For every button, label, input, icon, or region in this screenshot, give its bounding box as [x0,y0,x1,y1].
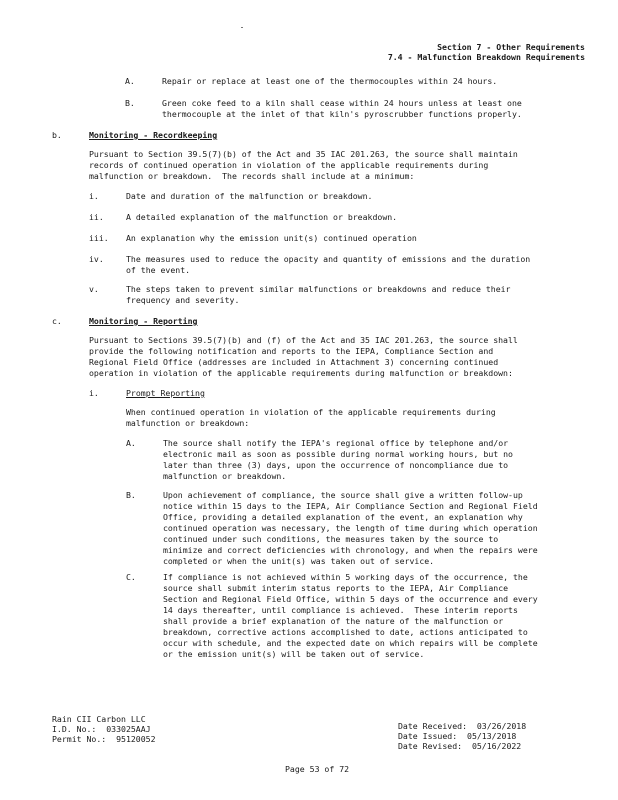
section-heading: Monitoring - Recordkeeping [89,130,218,140]
paragraph-line: When continued operation in violation of the applicable requirements during [126,407,496,417]
subsection-heading: Prompt Reporting [126,388,205,398]
item-text: Repair or replace at least one of the thermocouples within 24 hours. [162,76,498,86]
page-number: Page 53 of 72 [285,764,350,774]
paragraph-line: malfunction or breakdown. The records shall include at a minimum: [89,171,415,181]
item-text: thermocouple at the inlet of that kiln's pyroscrubber functions properly. [162,109,522,119]
id-number: I.D. No.: 033025AAJ [52,724,151,734]
list-item: electronic mail as soon as possible during normal working hours, but no [163,449,513,459]
list-item: of the event. [126,265,191,275]
paragraph-line: malfunction or breakdown: [126,418,250,428]
list-marker: ii. [89,212,104,222]
list-item: source shall submit interim status reports to the IEPA, Air Compliance [163,583,509,593]
paragraph-line: Pursuant to Section 39.5(7)(b) of the Act and 35 IAC 201.263, the source shall maintain [89,149,518,159]
list-item: A detailed explanation of the malfunction or breakdown. [126,212,398,222]
list-item: Office, providing a detailed explanation of the event, an explanation why [163,512,523,522]
list-item: shall provide a brief explanation of the nature of the malfunction or [163,616,504,626]
list-marker: A. [126,438,136,448]
list-marker: iii. [89,233,109,243]
list-marker: B. [126,490,136,500]
section-marker: c. [52,316,62,326]
item-marker: A. [125,76,135,86]
list-item: An explanation why the emission unit(s) continued operation [126,233,417,243]
subsection-title: 7.4 - Malfunction Breakdown Requirements [387,52,585,62]
list-item: If compliance is not achieved within 5 working days of the occurrence, the [163,572,528,582]
list-marker: C. [126,572,136,582]
date-received: Date Received: 03/26/2018 [398,721,527,731]
list-item: frequency and severity. [126,295,240,305]
scan-speck [241,27,243,28]
permit-number: Permit No.: 95120052 [52,734,156,744]
paragraph-line: records of continued operation in violation of the applicable requirements during [89,160,489,170]
list-item: breakdown, corrective actions accomplished to date, actions anticipated to [163,627,528,637]
list-item: Section and Regional Field Office, within 5 days of the occurrence and every [163,594,538,604]
company-name: Rain CII Carbon LLC [52,714,146,724]
paragraph-line: Regional Field Office (addresses are included in Attachment 3) concerning continued [89,357,499,367]
date-issued: Date Issued: 05/13/2018 [398,731,517,741]
list-item: Upon achievement of compliance, the source shall give a written follow-up [163,490,523,500]
list-item: occur with schedule, and the expected date on which repairs will be complete [163,638,538,648]
list-item: Date and duration of the malfunction or breakdown. [126,191,373,201]
list-item: later than three (3) days, upon the occurrence of noncompliance due to [163,460,509,470]
date-revised: Date Revised: 05/16/2022 [398,741,522,751]
list-item: completed or when the unit(s) was taken out of service. [163,556,435,566]
list-item: or the emission unit(s) will be taken out of service. [163,649,425,659]
paragraph-line: provide the following notification and reports to the IEPA, Compliance Section and [89,346,494,356]
section-marker: b. [52,130,62,140]
list-item: The source shall notify the IEPA's regional office by telephone and/or [163,438,509,448]
item-marker: B. [125,98,135,108]
paragraph-line: Pursuant to Sections 39.5(7)(b) and (f) of the Act and 35 IAC 201.263, the source shall [89,335,518,345]
list-marker: i. [89,191,99,201]
list-item: 14 days thereafter, until compliance is achieved. These interim reports [163,605,518,615]
section-heading: Monitoring - Reporting [89,316,198,326]
section-title: Section 7 - Other Requirements [437,42,585,52]
list-item: The measures used to reduce the opacity and quantity of emissions and the duration [126,254,531,264]
list-item: continued under such conditions, the measures taken by the source to [163,534,499,544]
list-item: minimize and correct deficiencies with chronology, and when the repairs were [163,545,538,555]
list-item: continued operation was necessary, the length of time during which operation [163,523,538,533]
list-marker: v. [89,284,99,294]
list-item: malfunction or breakdown. [163,471,287,481]
item-text: Green coke feed to a kiln shall cease within 24 hours unless at least one [162,98,522,108]
list-item: The steps taken to prevent similar malfunctions or breakdowns and reduce their [126,284,511,294]
subsection-marker: i. [89,388,99,398]
list-item: notice within 15 days to the IEPA, Air Compliance Section and Regional Field [163,501,538,511]
paragraph-line: operation in violation of the applicable requirements during malfunction or breakdown: [89,368,513,378]
list-marker: iv. [89,254,104,264]
